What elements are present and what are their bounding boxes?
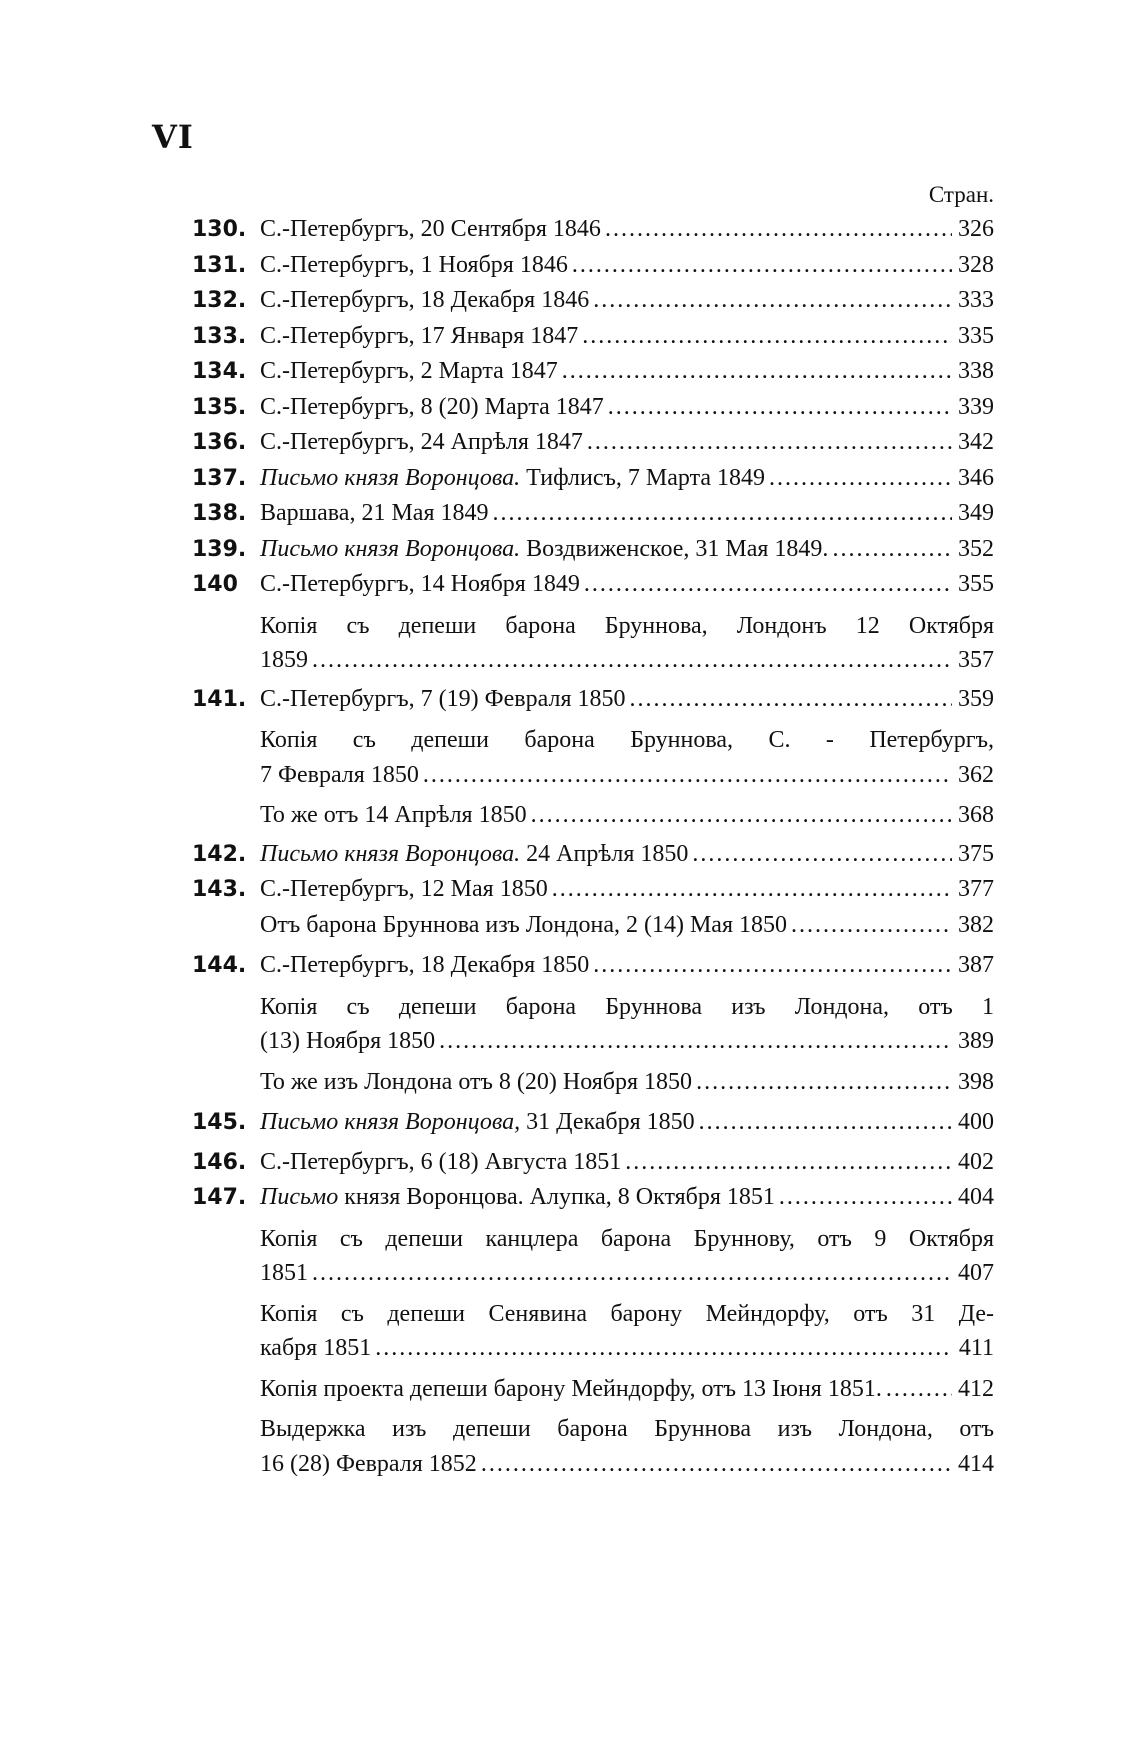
- entry-title: 24 Апрѣля 1850: [526, 840, 689, 867]
- toc-entry-134: [192, 354, 994, 390]
- table-of-contents: [192, 212, 994, 1485]
- toc-entry-135: [192, 390, 994, 426]
- entry-title: С.-Петербургъ, 12 Мая 1850: [260, 876, 548, 902]
- dot-leader: [308, 643, 952, 678]
- entry-title: С.-Петербургъ, 7 (19) Февраля 1850: [260, 685, 626, 712]
- toc-entry-133: [192, 319, 994, 355]
- subentry-text-line-1: Копія съ депеши барона Бруннова изъ Лондона, отъ 1: [260, 993, 994, 1020]
- dot-leader: [580, 567, 952, 602]
- dot-leader: [558, 354, 952, 389]
- entry-title: С.-Петербургъ, 2 Марта 1847: [260, 358, 558, 384]
- entry-page-ref: 382: [958, 911, 994, 938]
- entry-page-ref: 359: [958, 685, 994, 712]
- entry-title: 31 Декабря 1850: [526, 1109, 695, 1135]
- dot-leader: [527, 798, 952, 833]
- entry-title: С.-Петербургъ, 1 Ноября 1846: [260, 251, 568, 278]
- dot-leader: [589, 948, 952, 983]
- entry-page-ref: 335: [958, 322, 994, 349]
- entry-title: С.-Петербургъ, 6 (18) Августа 1851: [260, 1148, 622, 1175]
- subentry-text: То же изъ Лондона отъ 8 (20) Ноября 1850: [260, 1068, 693, 1095]
- entry-number: 132.: [192, 288, 247, 313]
- toc-entry-144: [192, 948, 994, 984]
- entry-page-ref: 387: [958, 952, 994, 978]
- dot-leader: [477, 1447, 952, 1482]
- entry-title: С.-Петербургъ, 24 Апрѣля 1847: [260, 429, 583, 455]
- toc-entry-136: [192, 425, 994, 461]
- entry-title: Тифлисъ, 7 Марта 1849: [526, 464, 766, 491]
- entry-title: С.-Петербургъ, 8 (20) Марта 1847: [260, 393, 604, 420]
- entry-page-ref: 368: [958, 802, 994, 828]
- toc-entry-132: [192, 283, 994, 319]
- toc-entry-146: [192, 1145, 994, 1181]
- toc-entry-143: [192, 872, 994, 908]
- dot-leader: [371, 1331, 952, 1366]
- entry-number: 143.: [192, 877, 247, 902]
- entry-page-ref: 339: [958, 393, 994, 420]
- dot-leader: [583, 425, 952, 460]
- toc-entry-145: [192, 1105, 994, 1141]
- toc-entry-140: [192, 567, 994, 603]
- toc-subentry-147a: [192, 1222, 994, 1291]
- toc-entry-147: [192, 1180, 994, 1216]
- entry-italic-title: Письмо князя Воронцова,: [260, 1109, 521, 1135]
- entry-number: 136.: [192, 430, 247, 455]
- toc-entry-137: [192, 461, 994, 497]
- entry-number: 134.: [192, 359, 247, 384]
- toc-subentry-147b: [192, 1297, 994, 1366]
- toc-subentry-144a: [192, 990, 994, 1059]
- subentry-text-line-2: 1851: [260, 1260, 308, 1286]
- dot-leader: [568, 248, 952, 283]
- subentry-text-line-1: Копія съ депеши канцлера барона Бруннову, отъ 9 Октября: [260, 1225, 994, 1252]
- entry-number: 139.: [192, 536, 247, 562]
- entry-page-ref: 357: [958, 647, 994, 673]
- dot-leader: [604, 390, 952, 425]
- entry-number: 135.: [192, 394, 247, 420]
- dot-leader: [601, 212, 952, 247]
- dot-leader: [625, 682, 952, 717]
- toc-subentry-147d: [192, 1412, 994, 1481]
- entry-page-ref: 389: [958, 1028, 994, 1054]
- toc-subentry-147c: [192, 1372, 994, 1407]
- toc-entry-138: [192, 496, 994, 532]
- entry-number: 138.: [192, 501, 247, 526]
- entry-page-ref: 402: [958, 1148, 994, 1175]
- entry-page-ref: 404: [958, 1184, 994, 1210]
- toc-subentry-140a: [192, 609, 994, 678]
- entry-page-ref: 412: [958, 1375, 994, 1402]
- subentry-text: То же отъ 14 Апрѣля 1850: [260, 802, 527, 828]
- entry-page-ref: 333: [958, 287, 994, 313]
- entry-number: 144.: [192, 953, 247, 978]
- entry-page-ref: 398: [958, 1068, 994, 1095]
- entry-page-ref: 375: [958, 840, 994, 867]
- dot-leader: [692, 1065, 952, 1100]
- subentry-text-line-1: Копія съ депеши барона Бруннова, С. - Петербургъ,: [260, 727, 994, 753]
- entry-page-ref: 377: [958, 876, 994, 902]
- entry-page-ref: 414: [958, 1450, 994, 1477]
- dot-leader: [787, 908, 952, 943]
- entry-title: Воздвиженское, 31 Мая 1849.: [526, 535, 829, 562]
- entry-page-ref: 328: [958, 251, 994, 278]
- subentry-text-line-2: 7 Февраля 1850: [260, 761, 419, 788]
- entry-number: 130.: [192, 217, 247, 242]
- dot-leader: [688, 837, 952, 872]
- dot-leader: [695, 1105, 952, 1140]
- toc-entry-139: [192, 532, 994, 568]
- entry-italic-title: Письмо князя Воронцова.: [260, 840, 521, 867]
- page-number: VI: [152, 118, 194, 156]
- entry-title: С.-Петербургъ, 18 Декабря 1850: [260, 952, 590, 978]
- entry-number: 145.: [192, 1110, 247, 1135]
- dot-leader: [489, 496, 953, 531]
- entry-number: 147.: [192, 1185, 247, 1210]
- toc-entry-130: [192, 212, 994, 248]
- entry-page-ref: 362: [958, 761, 994, 788]
- entry-page-ref: 355: [958, 571, 994, 597]
- entry-title: С.-Петербургъ, 18 Декабря 1846: [260, 287, 590, 313]
- dot-leader: [882, 1372, 952, 1407]
- dot-leader: [621, 1145, 952, 1180]
- entry-page-ref: 352: [958, 535, 994, 562]
- entry-title: С.-Петербургъ, 17 Января 1847: [260, 322, 579, 349]
- entry-number: 133.: [192, 323, 247, 349]
- entry-title: князя Воронцова. Алупка, 8 Октября 1851: [344, 1184, 775, 1210]
- entry-page-ref: 326: [958, 216, 994, 242]
- page-column-heading: Стран.: [928, 182, 994, 207]
- subentry-text-line-2: 1859: [260, 647, 308, 673]
- dot-leader: [828, 532, 952, 567]
- entry-page-ref: 349: [958, 500, 994, 526]
- dot-leader: [589, 283, 952, 318]
- entry-page-ref: 411: [958, 1335, 994, 1361]
- subentry-text: Отъ барона Бруннова изъ Лондона, 2 (14) Мая 1850: [260, 911, 787, 938]
- subentry-text-line-1: Копія съ депеши барона Бруннова, Лондонъ 12 Октября: [260, 612, 994, 639]
- dot-leader: [435, 1024, 952, 1059]
- entry-title: С.-Петербургъ, 14 Ноября 1849: [260, 571, 580, 597]
- entry-number: 131.: [192, 252, 247, 278]
- entry-number: 142.: [192, 841, 247, 867]
- toc-entry-141: [192, 682, 994, 718]
- subentry-text-line-1: Выдержка изъ депеши барона Бруннова изъ Лондона, отъ: [260, 1416, 994, 1442]
- toc-subentry-143a: [192, 908, 994, 943]
- entry-italic-title: Письмо князя Воронцова.: [260, 535, 521, 562]
- toc-subentry-141b: [192, 798, 994, 833]
- subentry-text: Копія проекта депеши барону Мейндорфу, отъ 13 Іюня 1851.: [260, 1375, 882, 1402]
- entry-page-ref: 342: [958, 429, 994, 455]
- dot-leader: [308, 1256, 952, 1291]
- dot-leader: [419, 758, 952, 793]
- entry-italic-title: Письмо князя Воронцова.: [260, 464, 521, 491]
- entry-page-ref: 400: [958, 1109, 994, 1135]
- dot-leader: [548, 872, 952, 907]
- entry-title: Варшава, 21 Мая 1849: [260, 500, 489, 526]
- subentry-text-line-2: (13) Ноября 1850: [260, 1028, 436, 1054]
- entry-italic-title: Письмо: [260, 1184, 339, 1210]
- entry-page-ref: 407: [958, 1260, 994, 1286]
- entry-number: 140: [192, 572, 238, 597]
- toc-subentry-141a: [192, 723, 994, 792]
- entry-page-ref: 338: [958, 358, 994, 384]
- toc-entry-142: [192, 837, 994, 873]
- entry-number: 141.: [192, 686, 247, 712]
- entry-title: С.-Петербургъ, 20 Сентября 1846: [260, 216, 601, 242]
- toc-entry-131: [192, 248, 994, 284]
- toc-subentry-144b: [192, 1065, 994, 1100]
- entry-page-ref: 346: [958, 464, 994, 491]
- entry-number: 137.: [192, 465, 247, 491]
- subentry-text-line-2: кабря 1851: [260, 1335, 372, 1361]
- dot-leader: [775, 1180, 952, 1215]
- entry-number: 146.: [192, 1149, 247, 1175]
- subentry-text-line-1: Копія съ депеши Сенявина барону Мейндорфу, отъ 31 Де-: [260, 1300, 994, 1327]
- dot-leader: [765, 461, 952, 496]
- dot-leader: [578, 319, 952, 354]
- subentry-text-line-2: 16 (28) Февраля 1852: [260, 1450, 477, 1477]
